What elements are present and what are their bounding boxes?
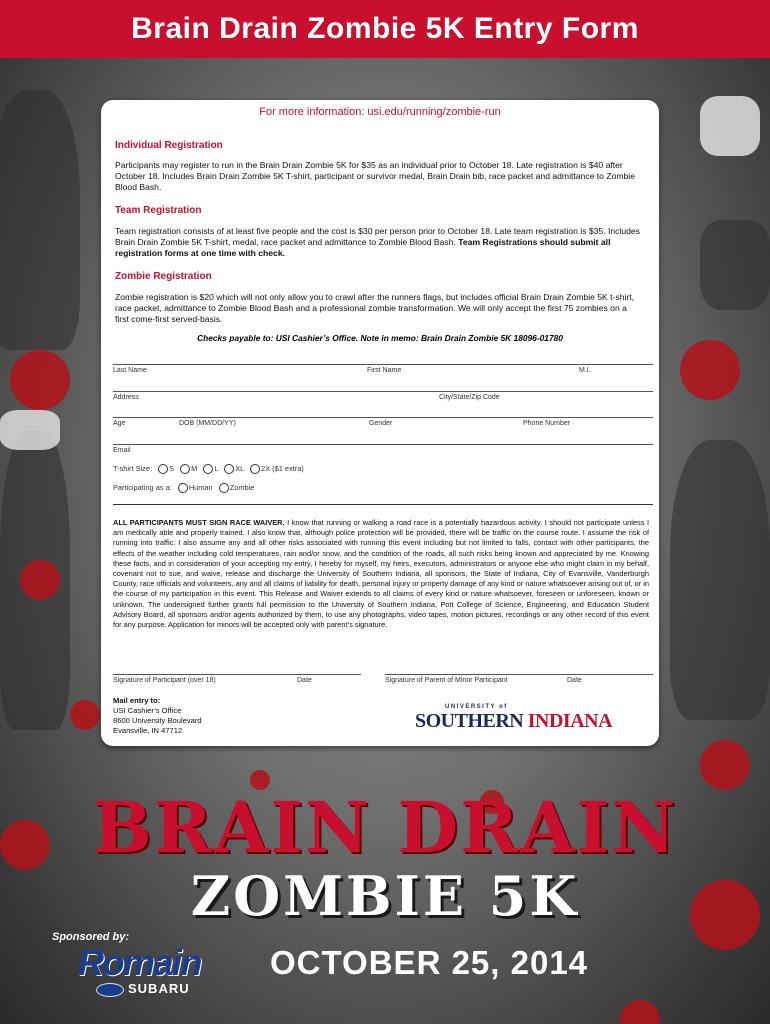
mail-heading: Mail entry to: [113, 696, 161, 705]
divider [113, 504, 653, 505]
individual-title: Individual Registration [115, 140, 223, 151]
zombie-hand-left [0, 410, 60, 450]
age-line[interactable] [113, 417, 653, 418]
zombie-hand-top-right [700, 96, 760, 156]
blood-splatter [680, 340, 740, 400]
radio-2x[interactable] [250, 464, 260, 474]
blood-splatter [700, 740, 750, 790]
name-line[interactable] [113, 364, 653, 365]
zombie-5k-title: ZOMBIE 5K [190, 864, 580, 928]
radio-l[interactable] [203, 464, 213, 474]
blood-splatter [20, 560, 60, 600]
option-human: Human [188, 483, 213, 492]
tshirt-label: T-shirt Size: [113, 464, 153, 473]
blood-splatter [70, 700, 100, 730]
first-name-label: First Name [367, 367, 402, 374]
parent-signature-line[interactable] [385, 674, 653, 675]
zombie-silhouette-left [0, 90, 80, 350]
phone-label: Phone Number [523, 420, 571, 427]
email-label: Email [113, 447, 131, 454]
subaru-logo [96, 981, 190, 997]
event-date: OCTOBER 25, 2014 [270, 944, 589, 981]
blood-splatter [10, 350, 70, 410]
participant-signature-line[interactable] [113, 674, 361, 675]
email-line[interactable] [113, 444, 653, 445]
sponsored-by-label: Sponsored by: [52, 931, 130, 943]
waiver-text [113, 518, 649, 630]
option-zombie: Zombie [229, 483, 255, 492]
blood-splatter [620, 1000, 660, 1024]
info-line: For more information: usi.edu/running/zombie-run [259, 106, 501, 118]
zombie-hand-right [700, 220, 770, 310]
last-name-label: Last Name [113, 367, 147, 374]
subaru-text: SUBARU [128, 981, 190, 996]
parent-signature-label: Signature of Parent of Minor Participant [385, 677, 508, 684]
subaru-emblem-icon [96, 983, 124, 997]
mail-line-2: 8600 University Boulevard [113, 716, 202, 725]
participate-label: Participating as a: [113, 483, 172, 492]
date-label-2: Date [567, 677, 582, 684]
option-2x: 2X ($1 extra) [261, 464, 304, 473]
romain-logo: Romain [78, 942, 202, 983]
header-banner [0, 0, 770, 58]
mail-line-1: USI Cashier’s Office [113, 706, 182, 715]
waiver-body: I know that running or walking a road race is a potentially hazardous activity. I should not participate unless I am medically able and properly trained. I also know that, although police protection will be provided, there will be traffic on the course route. I assume the risk of running into traffic. I also assume any and all other risks associated with running this event including but not limited to falls, contact with other participants, the effects of the weather including cold temperatures, rain and/or snow, and the condition of the roads, all such risks being known and appreciated by me. Knowing these facts, and in consideration of your accepting my entry, I hereby for myself, my heirs, executors, administrators or anyone else who might claim in my behalf, covenant not to sue, and waive, release and discharge the University of Southern Indiana, all sponsors, the State of Indiana, City of Evansville, Vanderburgh County, race officials and volunteers, any and all claims of liability for death, personal injury or property damage of any kind or nature whatsoever arising out of, or in the course of my participation in this event. This Release and Waiver extends to all claims of every kind or nature whatsoever, foreseen or unforeseen, known or unknown. The undersigned further grants full permission to the University of Southern Indiana, Pott College of Science, Engineering, and Education Student Advisory Board, all sponsors and/or agents authorized by them, to use any photographs, video tapes, motion pictures, recordings or any other record of this event for any purpose. Application for minors will be accepted only with parent’s signature. [113, 518, 649, 630]
usi-logo-southern: SOUTHERN [415, 710, 524, 732]
waiver-heading: ALL PARTICIPANTS MUST SIGN RACE WAIVER. [113, 518, 285, 527]
mail-line-3: Evansville, IN 47712 [113, 726, 183, 735]
tshirt-row [113, 464, 304, 474]
option-m: M [191, 464, 198, 473]
usi-logo-top: UNIVERSITY of [445, 704, 508, 710]
zombie-registration-title: Zombie Registration [115, 271, 212, 282]
brain-drain-title: BRAIN DRAIN [92, 786, 678, 869]
checks-payable: Checks payable to: USI Cashier’s Office. Note in memo: Brain Drain Zombie 5K 18096-01780 [197, 333, 563, 343]
dob-label: DOB (MM/DD/YY) [179, 420, 236, 427]
option-xl: XL [235, 464, 244, 473]
usi-logo-indiana: INDIANA [527, 710, 613, 732]
age-label: Age [113, 420, 126, 427]
participant-signature-label: Signature of Participant (over 18) [113, 677, 216, 684]
zombie-silhouette-right [670, 440, 770, 720]
usi-logo-wordmark [415, 710, 612, 733]
mail-entry [113, 696, 202, 736]
date-label-1: Date [297, 677, 312, 684]
option-s: S [169, 464, 175, 473]
mi-label: M.I. [579, 367, 591, 374]
radio-zombie[interactable] [219, 483, 229, 493]
city-label: City/State/Zip Code [439, 394, 500, 401]
radio-xl[interactable] [224, 464, 234, 474]
address-label: Address [113, 394, 139, 401]
page-title: Brain Drain Zombie 5K Entry Form [131, 12, 639, 45]
radio-s[interactable] [158, 464, 168, 474]
team-text: Team registration consists of at least five people and the cost is $30 per person prior to October 18. Late team registration is $35. Includes Brain Drain Zombie 5K T-shirt, medal, race packet and admittance to Zombie Blood Bash. [115, 226, 640, 247]
participate-row [113, 483, 254, 493]
radio-human[interactable] [178, 483, 188, 493]
team-bold-text: Team Registrations should submit all registration forms at one time with check. [115, 237, 611, 258]
individual-text: Participants may register to run in the Brain Drain Zombie 5K for $35 as an individual prior to October 18. Late registration is $40 after October 18. Includes Brain Drain Zombie 5K T-shirt, participant or survivor medal, Brain Drain bib, race packet and admittance to Zombie Blood Bash. [115, 160, 636, 192]
option-l: L [214, 464, 219, 473]
gender-label: Gender [369, 420, 393, 427]
zombie-registration-text: Zombie registration is $20 which will not only allow you to crawl after the runners flags, but includes official Brain Drain Zombie 5K t-shirt, race packet, admittance to Zombie Blood Bash and a professional zombie transformation. We will only accept the first 75 zombies on a first come-first served-basis. [115, 292, 635, 324]
team-paragraph [115, 226, 641, 259]
radio-m[interactable] [180, 464, 190, 474]
entry-form-card [101, 100, 659, 746]
usi-logo [415, 704, 612, 733]
address-line[interactable] [113, 391, 653, 392]
team-title: Team Registration [115, 205, 202, 216]
